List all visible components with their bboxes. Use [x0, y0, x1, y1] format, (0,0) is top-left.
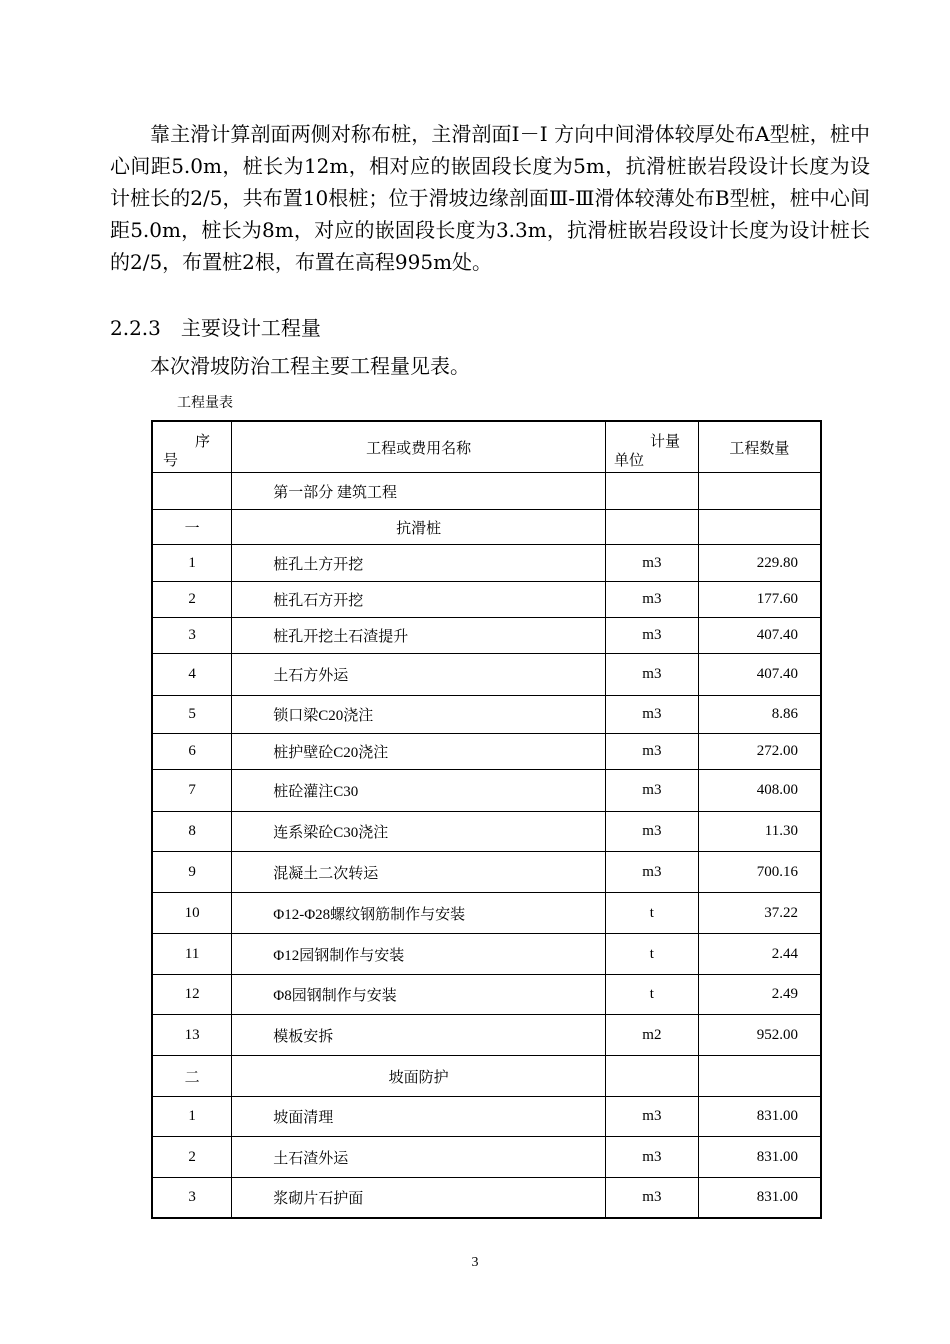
row-index: 3 — [152, 618, 232, 654]
row-index: 12 — [152, 975, 232, 1015]
row-quantity: 229.80 — [698, 545, 821, 582]
table-row — [152, 510, 821, 545]
row-quantity: 177.60 — [698, 582, 821, 618]
row-unit: t — [606, 934, 699, 975]
table-row — [152, 696, 821, 734]
table-row — [152, 893, 821, 934]
quantity-table — [151, 420, 822, 1219]
row-item-name: 混凝土二次转运 — [232, 852, 606, 893]
row-unit: m3 — [606, 852, 699, 893]
row-index: 10 — [152, 893, 232, 934]
row-item-name: 浆砌片石护面 — [232, 1178, 606, 1218]
row-index: 11 — [152, 934, 232, 975]
row-index: 1 — [152, 1097, 232, 1137]
row-unit — [606, 1056, 699, 1097]
header-name: 工程或费用名称 — [232, 421, 606, 473]
header-unit — [606, 421, 699, 473]
row-unit: m3 — [606, 618, 699, 654]
header-unit-line1: 计量 — [650, 434, 681, 450]
row-unit: m3 — [606, 545, 699, 582]
row-index: 13 — [152, 1015, 232, 1056]
section-heading — [110, 312, 321, 344]
row-unit — [606, 473, 699, 510]
row-item-name: 锁口梁C20浇注 — [232, 696, 606, 734]
row-quantity — [698, 473, 821, 510]
row-unit: m3 — [606, 770, 699, 812]
row-quantity — [698, 510, 821, 545]
row-index: 4 — [152, 654, 232, 696]
row-quantity: 831.00 — [698, 1097, 821, 1137]
table-row — [152, 1015, 821, 1056]
row-item-name: Φ12园钢制作与安装 — [232, 934, 606, 975]
row-index: 2 — [152, 1137, 232, 1178]
row-item-name: 桩护壁砼C20浇注 — [232, 734, 606, 770]
row-unit: m3 — [606, 1097, 699, 1137]
header-seq-line2: 号 — [163, 453, 179, 469]
row-unit — [606, 510, 699, 545]
row-unit: m3 — [606, 654, 699, 696]
table-row — [152, 1056, 821, 1097]
row-unit: m3 — [606, 1178, 699, 1218]
section-number: 2.2.3 — [110, 316, 161, 340]
row-quantity: 407.40 — [698, 618, 821, 654]
header-unit-line2: 单位 — [614, 453, 645, 469]
row-quantity — [698, 1056, 821, 1097]
table-header-row — [152, 421, 821, 473]
body-paragraph-pile-layout: 靠主滑计算剖面两侧对称布桩，主滑剖面Ⅰ－Ⅰ 方向中间滑体较厚处布A型桩，桩中心间距5.0m，桩长为12m，相对应的嵌固段长度为5m，抗滑桩嵌岩段设计长度为设计桩长的2/5，共布置10根桩；位于滑坡边缘剖面Ⅲ-Ⅲ滑体较薄处布B型桩，桩中心间距5.0m，桩长为8m，对应的嵌固段长度为3.3m，抗滑桩嵌岩段设计长度为设计桩长的2/5，布置桩2根，布置在高程995m处。 — [110, 122, 870, 274]
row-index: 6 — [152, 734, 232, 770]
row-quantity: 408.00 — [698, 770, 821, 812]
row-unit: t — [606, 893, 699, 934]
row-unit: m3 — [606, 734, 699, 770]
row-unit: m3 — [606, 1137, 699, 1178]
table-row — [152, 812, 821, 852]
table-row — [152, 852, 821, 893]
row-quantity: 831.00 — [698, 1178, 821, 1218]
row-item-name: 桩砼灌注C30 — [232, 770, 606, 812]
table-row — [152, 975, 821, 1015]
table-row — [152, 473, 821, 510]
header-seq — [152, 421, 232, 473]
row-quantity: 952.00 — [698, 1015, 821, 1056]
table-row — [152, 934, 821, 975]
table-row — [152, 582, 821, 618]
row-unit: m3 — [606, 696, 699, 734]
row-index: 3 — [152, 1178, 232, 1218]
row-unit: m3 — [606, 812, 699, 852]
row-item-name: 土石渣外运 — [232, 1137, 606, 1178]
row-unit: m2 — [606, 1015, 699, 1056]
table-caption: 工程量表 — [177, 395, 233, 411]
table-row — [152, 545, 821, 582]
row-unit: m3 — [606, 582, 699, 618]
row-item-name: 连系梁砼C30浇注 — [232, 812, 606, 852]
row-item-name: 模板安拆 — [232, 1015, 606, 1056]
row-index: 7 — [152, 770, 232, 812]
row-unit: t — [606, 975, 699, 1015]
table-row — [152, 1097, 821, 1137]
table-body — [152, 473, 821, 1218]
row-index: 5 — [152, 696, 232, 734]
row-quantity: 8.86 — [698, 696, 821, 734]
body-paragraph-quantities-intro: 本次滑坡防治工程主要工程量见表。 — [150, 354, 470, 378]
row-index: 1 — [152, 545, 232, 582]
row-quantity: 37.22 — [698, 893, 821, 934]
row-index: 2 — [152, 582, 232, 618]
row-item-name: 第一部分 建筑工程 — [232, 473, 606, 510]
row-index — [152, 473, 232, 510]
row-quantity: 407.40 — [698, 654, 821, 696]
section-title: 主要设计工程量 — [180, 316, 321, 340]
table-row — [152, 1178, 821, 1218]
row-quantity: 2.44 — [698, 934, 821, 975]
row-item-name: 抗滑桩 — [232, 510, 606, 545]
row-item-name: 桩孔土方开挖 — [232, 545, 606, 582]
table-row — [152, 654, 821, 696]
row-index: 8 — [152, 812, 232, 852]
row-item-name: Φ12-Φ28螺纹钢筋制作与安装 — [232, 893, 606, 934]
row-quantity: 700.16 — [698, 852, 821, 893]
row-quantity: 2.49 — [698, 975, 821, 1015]
page-number: 3 — [471, 1255, 479, 1270]
row-quantity: 831.00 — [698, 1137, 821, 1178]
row-index: 二 — [152, 1056, 232, 1097]
table-row — [152, 734, 821, 770]
table-row — [152, 1137, 821, 1178]
row-item-name: 桩孔开挖土石渣提升 — [232, 618, 606, 654]
row-index: 一 — [152, 510, 232, 545]
row-item-name: 坡面清理 — [232, 1097, 606, 1137]
table-row — [152, 618, 821, 654]
row-index: 9 — [152, 852, 232, 893]
row-item-name: 土石方外运 — [232, 654, 606, 696]
row-quantity: 272.00 — [698, 734, 821, 770]
row-item-name: 坡面防护 — [232, 1056, 606, 1097]
row-item-name: 桩孔石方开挖 — [232, 582, 606, 618]
header-quantity: 工程数量 — [698, 421, 821, 473]
table-row — [152, 770, 821, 812]
row-item-name: Φ8园钢制作与安装 — [232, 975, 606, 1015]
row-quantity: 11.30 — [698, 812, 821, 852]
header-seq-line1: 序 — [195, 434, 211, 450]
